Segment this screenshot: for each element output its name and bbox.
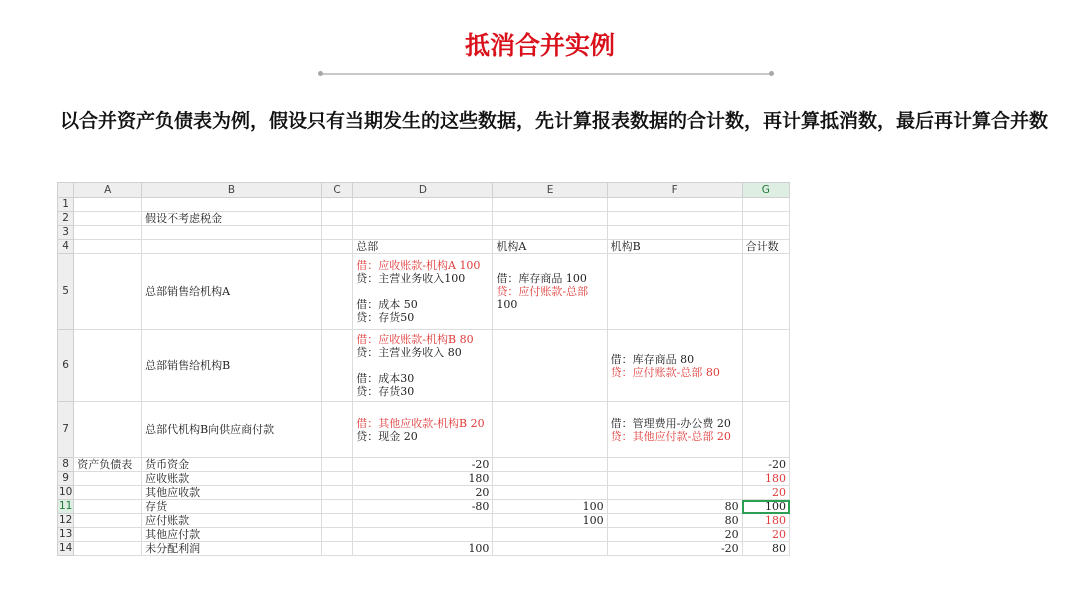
spreadsheet[interactable] (57, 182, 790, 558)
cell-g-selected[interactable]: 100 (742, 500, 789, 514)
cell-b[interactable]: 其他应收款 (142, 486, 322, 500)
row-number[interactable]: 3 (58, 226, 74, 240)
cell-e[interactable]: 100 (493, 500, 607, 514)
cell-b6[interactable]: 总部销售给机构B (142, 330, 322, 402)
cell-d5-line: 贷：存货50 (356, 311, 415, 324)
cell-e5[interactable] (493, 254, 607, 330)
col-header-g[interactable]: G (742, 183, 789, 198)
cell-d[interactable]: -20 (353, 458, 493, 472)
cell-f6-line: 借：库存商品 80 (610, 352, 695, 366)
row-number[interactable]: 8 (58, 458, 74, 472)
row-number[interactable]: 7 (58, 402, 74, 458)
cell-g[interactable]: 80 (742, 542, 789, 556)
cell-d[interactable]: -80 (353, 500, 493, 514)
cell-d6-line (356, 359, 489, 372)
cell-b[interactable]: 存货 (142, 500, 322, 514)
cell-f[interactable] (607, 472, 742, 486)
cell-e[interactable] (493, 458, 607, 472)
cell-e[interactable] (493, 528, 607, 542)
cell-d5[interactable] (353, 254, 493, 330)
cell-g[interactable]: -20 (742, 458, 789, 472)
cell-e5-line: 贷：应付账款-总部 (496, 285, 589, 298)
slide-title: 抵消合并实例 (464, 31, 615, 60)
cell-e5-line: 借：库存商品 100 (496, 272, 587, 285)
cell-d4[interactable]: 总部 (353, 240, 493, 254)
cell-d5-line: 借：成本 50 (356, 298, 418, 311)
cell-f7-line: 借：管理费用-办公费 20 (610, 416, 731, 430)
cell-b5[interactable]: 总部销售给机构A (142, 254, 322, 330)
cell-d7[interactable] (353, 402, 493, 458)
cell-g[interactable]: 180 (742, 472, 789, 486)
intro-text: 以合并资产负债表为例，假设只有当期发生的这些数据，先计算报表数据的合计数，再计算抵消数，最后再计算合并数 (60, 110, 1049, 132)
cell-e[interactable] (493, 542, 607, 556)
cell-d[interactable]: 100 (353, 542, 493, 556)
cell-b[interactable]: 货币资金 (142, 458, 322, 472)
cell-d6-line: 贷：主营业务收入 80 (356, 346, 462, 359)
cell-d[interactable] (353, 528, 493, 542)
cell-b[interactable]: 未分配利润 (142, 542, 322, 556)
cell-d7-line: 贷：现金 20 (356, 429, 418, 443)
col-header-d[interactable]: D (353, 183, 493, 198)
cell-e[interactable]: 100 (493, 514, 607, 528)
col-header-c[interactable]: C (321, 183, 353, 198)
cell-g[interactable]: 20 (742, 528, 789, 542)
row-number[interactable]: 5 (58, 254, 74, 330)
row-number[interactable]: 13 (58, 528, 73, 540)
cell-f7-line: 贷：其他应付款-总部 20 (610, 429, 731, 443)
cell-g4[interactable]: 合计数 (742, 240, 789, 254)
row-number[interactable]: 12 (58, 514, 73, 526)
cell-f[interactable]: 80 (607, 500, 742, 514)
row-number[interactable]: 11 (58, 500, 73, 512)
cell-d7-line: 借：其他应收款-机构B 20 (356, 416, 485, 430)
cell-d5-line: 贷：主营业务收入100 (356, 272, 466, 285)
cell-d6-line: 贷：存货30 (356, 385, 415, 398)
cell-e[interactable] (493, 472, 607, 486)
cell-b[interactable]: 应收账款 (142, 472, 322, 486)
cell-d6[interactable] (353, 330, 493, 402)
row-number[interactable]: 14 (58, 542, 73, 554)
col-header-b[interactable]: B (142, 183, 322, 198)
cell-f6[interactable] (607, 330, 742, 402)
col-header-e[interactable]: E (493, 183, 607, 198)
cell-d5-line (356, 285, 489, 298)
cell-g[interactable]: 20 (742, 486, 789, 500)
cell-d6-line: 借：成本30 (356, 372, 415, 385)
select-all-corner[interactable] (58, 183, 74, 198)
row-number[interactable]: 6 (58, 330, 74, 402)
cell-e5-line: 100 (496, 298, 518, 311)
row-number[interactable]: 1 (58, 198, 74, 212)
cell-f[interactable]: 80 (607, 514, 742, 528)
cell-a8[interactable]: 资产负债表 (74, 458, 142, 472)
title-divider (320, 73, 772, 75)
cell-f6-line: 贷：应付账款-总部 80 (610, 365, 720, 379)
cell-f[interactable]: 20 (607, 528, 742, 542)
col-header-f[interactable]: F (607, 183, 742, 198)
cell-f7[interactable] (607, 402, 742, 458)
row-number[interactable]: 2 (58, 212, 74, 226)
cell-e4[interactable]: 机构A (493, 240, 607, 254)
cell-d[interactable] (353, 514, 493, 528)
cell-d[interactable]: 180 (353, 472, 493, 486)
cell-e[interactable] (493, 486, 607, 500)
cell-f[interactable] (607, 486, 742, 500)
cell-b[interactable]: 应付账款 (142, 514, 322, 528)
cell-b7[interactable]: 总部代机构B向供应商付款 (142, 402, 322, 458)
cell-f[interactable]: -20 (607, 542, 742, 556)
cell-f4[interactable]: 机构B (607, 240, 742, 254)
cell-b[interactable]: 其他应付款 (142, 528, 322, 542)
cell-f[interactable] (607, 458, 742, 472)
cell-d[interactable]: 20 (353, 486, 493, 500)
cell-b2[interactable]: 假设不考虑税金 (142, 212, 322, 226)
cell-g[interactable]: 180 (742, 514, 789, 528)
row-number[interactable]: 4 (58, 240, 74, 254)
col-header-a[interactable]: A (74, 183, 142, 198)
row-number[interactable]: 10 (58, 486, 73, 498)
cell-d6-line: 借：应收账款-机构B 80 (356, 333, 474, 346)
row-number[interactable]: 9 (58, 472, 74, 486)
cell-d5-line: 借：应收账款-机构A 100 (356, 259, 481, 272)
